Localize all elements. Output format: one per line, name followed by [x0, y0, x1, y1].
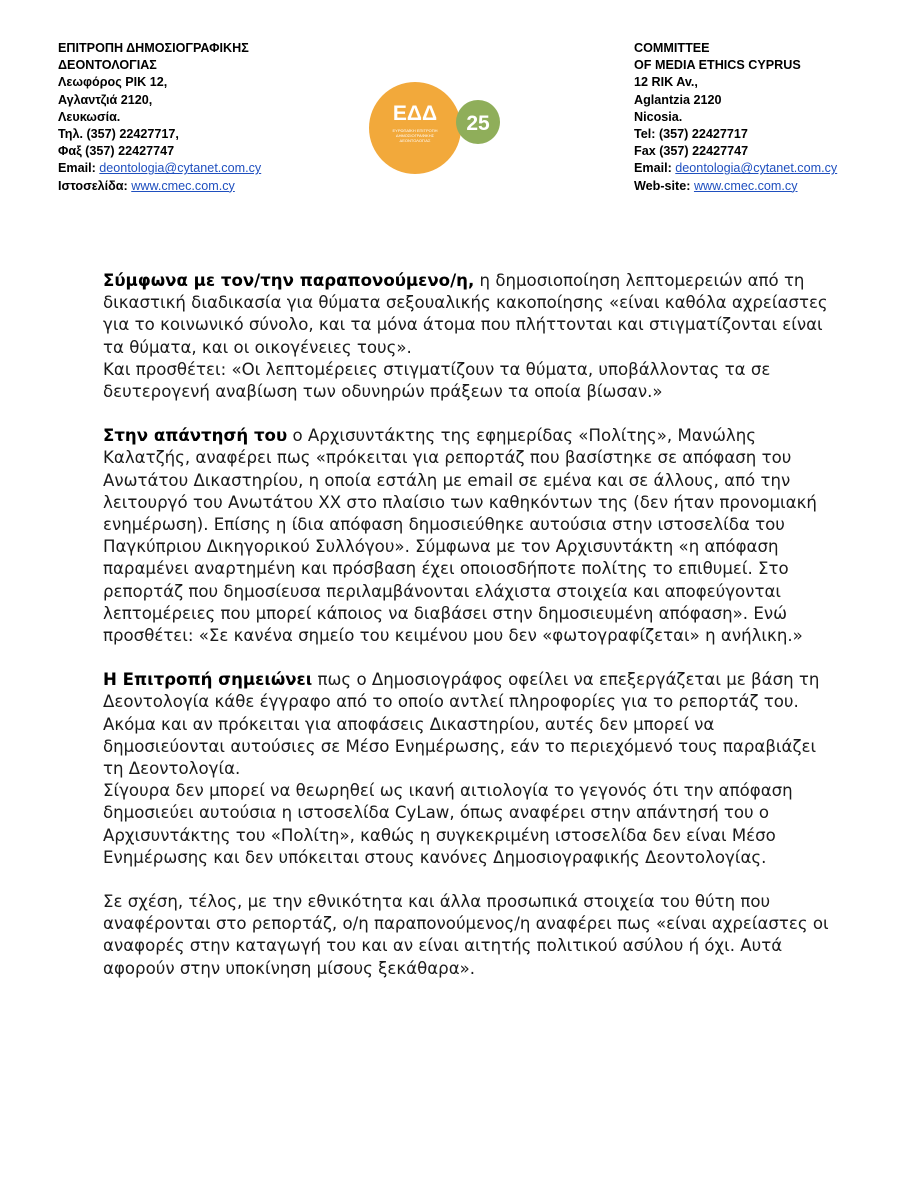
phone-en: Tel: (357) 22427717	[634, 127, 748, 142]
address-line1-en: 12 RIK Av.,	[634, 75, 698, 90]
logo-acronym: ΕΔΔ	[392, 102, 438, 125]
org-name-line2-en: OF MEDIA ETHICS CYPRUS	[634, 58, 801, 73]
address-line2: Αγλαντζιά 2120,	[58, 92, 153, 107]
logo-subtitle-2: ΔΗΜΟΣΙΟΓΡΑΦΙΚΗΣ	[395, 133, 435, 138]
address-line2-en: Aglantzia 2120	[634, 92, 722, 107]
org-name-line1-en: COMMITTEE	[634, 41, 710, 55]
email-label-en: Email:	[634, 161, 676, 176]
address-line1: Λεωφόρος ΡΙΚ 12,	[58, 75, 168, 90]
fax-en: Fax (357) 22427747	[634, 144, 749, 159]
logo-anniversary: 25	[466, 112, 490, 135]
paragraph-committee-lead: Η Επιτροπή σημειώνει	[103, 670, 313, 690]
website-row	[58, 178, 358, 195]
email-label: Email:	[58, 161, 100, 176]
org-name-line1: ΕΠΙΤΡΟΠΗ ΔΗΜΟΣΙΟΓΡΑΦΙΚΗΣ	[58, 41, 249, 55]
org-name-line2: ΔΕΟΝΤΟΛΟΓΙΑΣ	[58, 58, 157, 73]
website-label-en: Web-site:	[634, 178, 694, 193]
website-link[interactable]: www.cmec.com.cy	[131, 178, 235, 193]
phone: Τηλ. (357) 22427717,	[58, 127, 179, 142]
website-label: Ιστοσελίδα:	[58, 178, 132, 193]
edd-25-logo	[367, 80, 502, 176]
email-link[interactable]: deontologia@cytanet.com.cy	[99, 161, 262, 176]
paragraph-complaint-addition: Και προσθέτει: «Οι λεπτομέρειες στιγματίζουν τα θύματα, υποβάλλοντας τα σε δευτερογενή αναβίωση των οδυνηρών πράξεων τα οποία βίωσαν.»	[103, 359, 771, 402]
paragraph-complaint	[103, 270, 833, 403]
paragraph-response	[103, 425, 833, 647]
paragraph-committee-text: πως ο Δημοσιογράφος οφείλει να επεξεργάζεται με βάση τη Δεοντολογία κάθε έγγραφο από το οποίο αντλεί πληροφορίες για το ρεπορτάζ του. Ακόμα και αν πρόκειται για αποφάσεις Δικαστηρίου, αυτές δεν μπορεί να δημοσιεύονται αυτούσιες σε Μέσο Ενημέρωσης, εάν το περιεχόμενό τους παραβιάζει τη Δεοντολογία.	[103, 670, 820, 779]
paragraph-response-text: ο Αρχισυντάκτης της εφημερίδας «Πολίτης», Μανώλης Καλατζής, αναφέρει πως «πρόκειται για ρεπορτάζ που βασίστηκε σε απόφαση του Ανωτάτου Δικαστηρίου, η οποία εστάλη με email σε εμένα και σε άλλους, από την λειτουργό του Ανωτάτου ΧΧ στο πλαίσιο των καθηκόντων της (δεν ήταν προνομιακή ενημέρωση). Επίσης η ίδια απόφαση δημοσιεύθηκε αυτούσια στην ιστοσελίδα του Παγκύπριου Δικηγορικού Συλλόγου». Σύμφωνα με τον Αρχισυντάκτη «η απόφαση παραμένει αναρτημένη και πρόσβαση έχει οποιοσδήποτε πολίτης το επιθυμεί. Στο ρεπορτάζ που δημοσίευσα περιλαμβάνονται ελάχιστα στοιχεία και αποφεύγονται λεπτομέρειες που μπορεί κάποιος να διαβάσει στην δημοσιευμένη απόφαση». Ενώ προσθέτει: «Σε κανένα σημείο του κειμένου μου δεν «φωτογραφίζεται» η ανήλικη.»	[103, 426, 817, 646]
paragraph-complaint-lead: Σύμφωνα με τον/την παραπονούμενο/η,	[103, 271, 475, 290]
paragraph-committee-addition: Σίγουρα δεν μπορεί να θεωρηθεί ως ικανή αιτιολογία το γεγονός ότι την απόφαση δημοσιεύει αυτούσια η ιστοσελίδα CyLaw, όπως αναφέρει στην απάντησή του ο Αρχισυντάκτης του «Πολίτη», καθώς η συγκεκριμένη ιστοσελίδα δεν είναι Μέσο Ενημέρωσης και δεν υπόκειται στους κανόνες Δημοσιογραφικής Δεοντολογίας.	[103, 781, 793, 867]
paragraph-nationality-text: Σε σχέση, τέλος, με την εθνικότητα και άλλα προσωπικά στοιχεία του θύτη που αναφέρονται στο ρεπορτάζ, ο/η παραπονούμενος/η αναφέρει πως «είναι αχρείαστες οι αναφορές στην καταγωγή του και αν είναι αιτητής πολιτικού ασύλου ή όχι. Αυτά αφορούν στην υποκίνηση μίσους ξεκάθαρα».	[103, 892, 829, 978]
website-row-en	[634, 178, 924, 195]
website-link-en[interactable]: www.cmec.com.cy	[693, 178, 798, 193]
header-greek-contact	[58, 40, 358, 195]
email-row-en	[634, 160, 924, 177]
paragraph-response-lead: Στην απάντησή του	[103, 426, 288, 446]
address-city-en: Nicosia.	[634, 109, 683, 124]
document-body	[103, 270, 833, 1002]
fax: Φαξ (357) 22427747	[58, 144, 175, 159]
address-city: Λευκωσία.	[58, 109, 121, 124]
logo-subtitle-3: ΔΕΟΝΤΟΛΟΓΙΑΣ	[399, 138, 431, 143]
paragraph-committee	[103, 669, 833, 869]
header-english-contact	[634, 40, 924, 195]
logo-subtitle-1: ΕΥΡΩΠΑΪΚΗ ΕΠΙΤΡΟΠΗ	[392, 128, 438, 133]
email-link-en[interactable]: deontologia@cytanet.com.cy	[675, 161, 838, 176]
paragraph-nationality	[103, 891, 833, 980]
paragraph-complaint-text: η δημοσιοποίηση λεπτομερειών από τη δικαστική διαδικασία για θύματα σεξουαλικής κακοποίησης «είναι καθόλα αχρείαστες για το κοινωνικό σύνολο, και τα μόνα άτομα που πλήττονται και στιγματίζονται είναι τα θύματα, και οι οικογένειες τους».	[103, 271, 828, 357]
email-row	[58, 160, 358, 177]
